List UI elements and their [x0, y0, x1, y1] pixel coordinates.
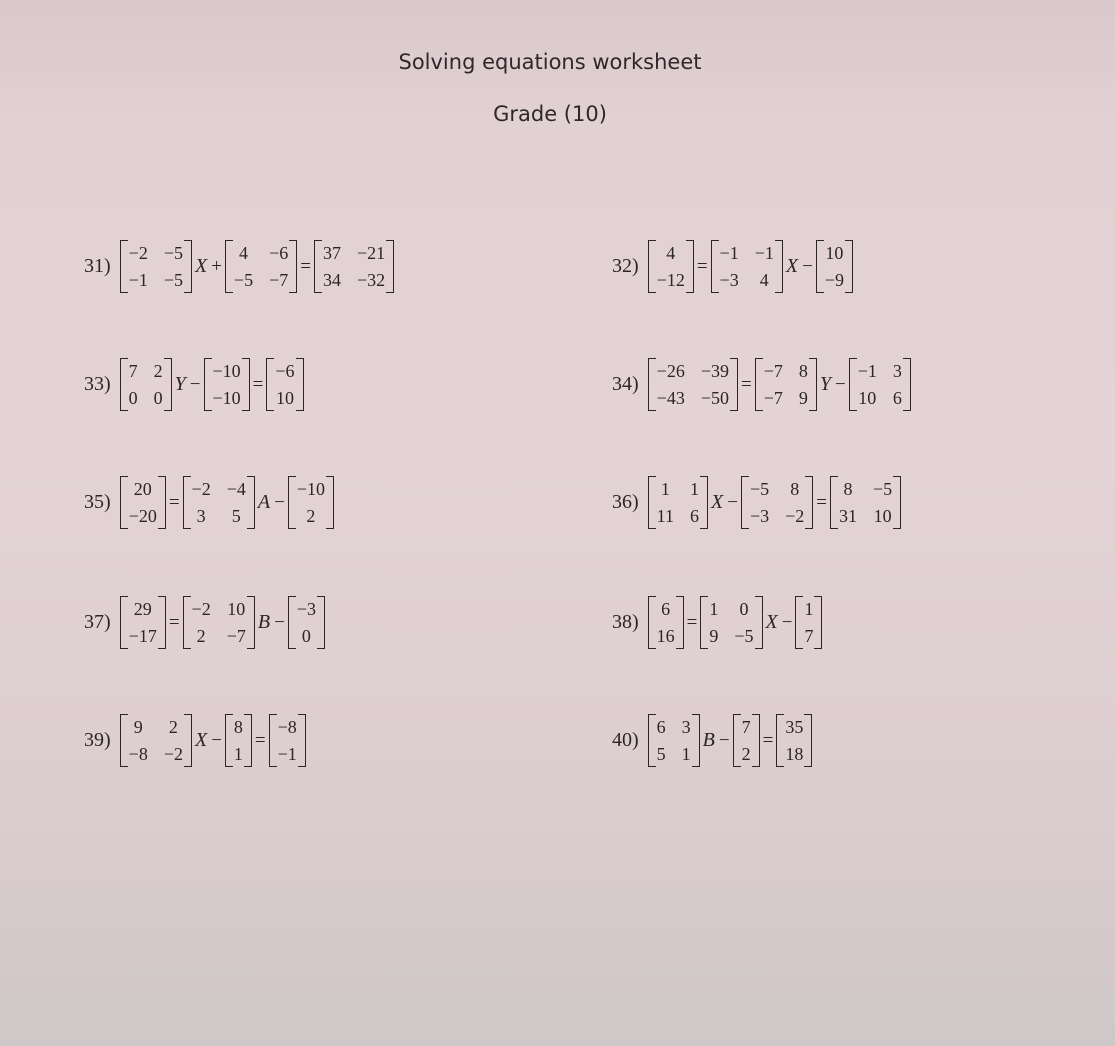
- equals-sign: =: [696, 255, 708, 277]
- problem-33: [84, 358, 305, 411]
- unknown-variable: X: [194, 729, 208, 751]
- matrix-entry: 34: [322, 270, 341, 290]
- matrix-entry: −5: [734, 626, 754, 646]
- matrix: [120, 240, 192, 293]
- unknown-variable: X: [765, 611, 778, 633]
- problem-number: 31): [84, 255, 111, 277]
- matrix-entry: −7: [763, 361, 783, 381]
- matrix-entry: −9: [824, 270, 844, 290]
- matrix-entry: 7: [741, 717, 751, 737]
- matrix-entry: −3: [296, 599, 316, 619]
- problem-32: [612, 240, 854, 293]
- matrix: [120, 476, 166, 529]
- equals-sign: =: [816, 491, 827, 513]
- matrix-entry: 10: [858, 388, 877, 408]
- matrix-entry: 2: [153, 361, 163, 381]
- matrix-entry: 11: [656, 506, 675, 526]
- matrix-entry: −26: [656, 361, 685, 381]
- matrix-entry: 10: [227, 599, 246, 619]
- matrix-entry: 2: [306, 506, 316, 526]
- matrix-entry: −7: [226, 626, 246, 646]
- operator: +: [211, 255, 222, 277]
- matrix-entry: −5: [163, 243, 183, 263]
- matrix: [648, 358, 738, 411]
- matrix-entry: 10: [825, 243, 844, 263]
- matrix-entry: −21: [356, 243, 386, 263]
- equals-sign: =: [740, 373, 752, 395]
- matrix: [755, 358, 817, 411]
- matrix-entry: −5: [872, 479, 893, 499]
- problem-34: [612, 358, 912, 411]
- matrix-entry: −5: [163, 270, 183, 290]
- matrix-entry: 20: [133, 479, 152, 499]
- problem-number: 33): [84, 373, 111, 395]
- matrix-entry: 16: [656, 626, 675, 646]
- operator: −: [781, 611, 793, 633]
- matrix-entry: 0: [301, 626, 311, 646]
- equals-sign: =: [252, 373, 264, 395]
- matrix: [120, 596, 166, 649]
- matrix-entry: 9: [133, 717, 143, 737]
- matrix: [120, 714, 192, 767]
- unknown-variable: Y: [174, 373, 186, 395]
- matrix-entry: −3: [719, 270, 739, 290]
- equals-sign: =: [762, 729, 774, 751]
- problem-number: 39): [84, 729, 111, 751]
- matrix-entry: −1: [857, 361, 877, 381]
- matrix: [314, 240, 394, 293]
- matrix-entry: 7: [804, 626, 814, 646]
- operator: −: [802, 255, 813, 277]
- problem-number: 34): [612, 373, 639, 395]
- matrix-entry: 1: [660, 479, 670, 499]
- matrix-entry: 6: [690, 506, 700, 526]
- matrix: [269, 714, 306, 767]
- unknown-variable: X: [711, 491, 724, 513]
- matrix-entry: −1: [277, 744, 297, 764]
- matrix-entry: 9: [709, 626, 719, 646]
- worksheet-title: Solving equations worksheet: [398, 50, 702, 74]
- operator: −: [727, 491, 738, 513]
- matrix-entry: 4: [239, 243, 248, 263]
- matrix: [711, 240, 783, 293]
- matrix-entry: −43: [656, 388, 685, 408]
- matrix: [120, 358, 172, 411]
- operator: −: [211, 729, 222, 751]
- worksheet-grade: Grade (10): [493, 102, 607, 126]
- problem-38: [612, 596, 823, 649]
- matrix-entry: 9: [798, 388, 808, 408]
- matrix-entry: −2: [128, 243, 148, 263]
- equals-sign: =: [168, 491, 180, 513]
- problem-31: [84, 240, 395, 293]
- matrix: [830, 476, 901, 529]
- matrix-entry: 0: [739, 599, 749, 619]
- matrix: [795, 596, 822, 649]
- equals-sign: =: [254, 729, 266, 751]
- matrix-entry: 10: [275, 388, 294, 408]
- matrix-entry: 3: [681, 717, 691, 737]
- matrix: [225, 240, 297, 293]
- unknown-variable: B: [702, 729, 715, 751]
- matrix-entry: −7: [763, 388, 783, 408]
- matrix-entry: 0: [153, 388, 163, 408]
- matrix-entry: 10: [873, 506, 892, 526]
- matrix-entry: 2: [741, 744, 751, 764]
- matrix-entry: 1: [709, 599, 719, 619]
- problem-37: [84, 596, 326, 649]
- matrix-entry: −2: [163, 744, 183, 764]
- matrix: [648, 714, 700, 767]
- matrix-entry: −50: [700, 388, 729, 408]
- matrix: [183, 596, 255, 649]
- matrix-entry: −2: [785, 506, 805, 526]
- matrix-entry: −3: [749, 506, 770, 526]
- operator: −: [718, 729, 730, 751]
- matrix-entry: −2: [191, 599, 211, 619]
- matrix-entry: 6: [656, 717, 666, 737]
- matrix-entry: −20: [128, 506, 157, 526]
- matrix-entry: 31: [838, 506, 857, 526]
- matrix-entry: 37: [322, 243, 341, 263]
- matrix-entry: −10: [212, 388, 241, 408]
- equals-sign: =: [686, 611, 698, 633]
- matrix-entry: 1: [233, 744, 243, 764]
- matrix: [849, 358, 911, 411]
- problem-35: [84, 476, 335, 529]
- problem-number: 37): [84, 611, 111, 633]
- equals-sign: =: [300, 255, 311, 277]
- unknown-variable: X: [785, 255, 799, 277]
- matrix-entry: 3: [892, 361, 902, 381]
- matrix: [741, 476, 813, 529]
- matrix-entry: −1: [719, 243, 739, 263]
- matrix-entry: 1: [804, 599, 814, 619]
- matrix-entry: −6: [269, 243, 289, 263]
- matrix: [266, 358, 303, 411]
- unknown-variable: B: [257, 611, 271, 633]
- matrix: [776, 714, 812, 767]
- problem-number: 32): [612, 255, 639, 277]
- unknown-variable: X: [194, 255, 208, 277]
- matrix-entry: 7: [128, 361, 138, 381]
- matrix: [225, 714, 252, 767]
- operator: −: [274, 611, 285, 633]
- matrix-entry: 18: [785, 744, 804, 764]
- matrix-entry: 5: [656, 744, 666, 764]
- unknown-variable: Y: [819, 373, 831, 395]
- matrix-entry: −8: [128, 744, 148, 764]
- matrix-entry: 4: [666, 243, 676, 263]
- matrix-entry: 8: [843, 479, 853, 499]
- matrix-entry: −7: [269, 270, 289, 290]
- operator: −: [274, 491, 285, 513]
- equals-sign: =: [168, 611, 180, 633]
- matrix: [288, 596, 325, 649]
- matrix-entry: 5: [231, 506, 241, 526]
- matrix: [733, 714, 760, 767]
- problem-number: 35): [84, 491, 111, 513]
- matrix-entry: 35: [785, 717, 804, 737]
- problem-number: 40): [612, 729, 639, 751]
- matrix: [700, 596, 762, 649]
- problem-39: [84, 714, 307, 767]
- matrix: [288, 476, 334, 529]
- matrix-entry: −4: [226, 479, 246, 499]
- problem-40: [612, 714, 813, 767]
- matrix-entry: −2: [191, 479, 211, 499]
- matrix: [183, 476, 255, 529]
- operator: −: [189, 373, 201, 395]
- matrix-entry: −32: [356, 270, 386, 290]
- operator: −: [834, 373, 846, 395]
- problem-number: 36): [612, 491, 639, 513]
- matrix-entry: −10: [296, 479, 325, 499]
- matrix-entry: −39: [700, 361, 729, 381]
- matrix: [648, 240, 694, 293]
- matrix-entry: −17: [128, 626, 157, 646]
- matrix-entry: 1: [690, 479, 700, 499]
- matrix: [204, 358, 250, 411]
- matrix-entry: −8: [277, 717, 297, 737]
- matrix-entry: −6: [275, 361, 295, 381]
- photo-shadow: [0, 866, 1115, 1046]
- matrix-entry: −5: [749, 479, 770, 499]
- problem-number: 38): [612, 611, 639, 633]
- matrix-entry: 1: [681, 744, 691, 764]
- matrix: [648, 476, 708, 529]
- matrix-entry: 2: [196, 626, 206, 646]
- matrix-entry: 6: [661, 599, 671, 619]
- matrix-entry: 8: [233, 717, 243, 737]
- matrix-entry: −1: [128, 270, 148, 290]
- matrix: [816, 240, 853, 293]
- matrix: [648, 596, 684, 649]
- problem-36: [612, 476, 902, 529]
- matrix-entry: −5: [233, 270, 254, 290]
- matrix-entry: −10: [212, 361, 241, 381]
- matrix-entry: 6: [892, 388, 902, 408]
- matrix-entry: 29: [133, 599, 152, 619]
- unknown-variable: A: [257, 491, 271, 513]
- matrix-entry: −12: [656, 270, 685, 290]
- matrix-entry: −1: [754, 243, 774, 263]
- matrix-entry: 4: [759, 270, 769, 290]
- matrix-entry: 8: [798, 361, 808, 381]
- matrix-entry: 0: [128, 388, 138, 408]
- matrix-entry: 2: [168, 717, 178, 737]
- matrix-entry: 8: [790, 479, 800, 499]
- matrix-entry: 3: [196, 506, 206, 526]
